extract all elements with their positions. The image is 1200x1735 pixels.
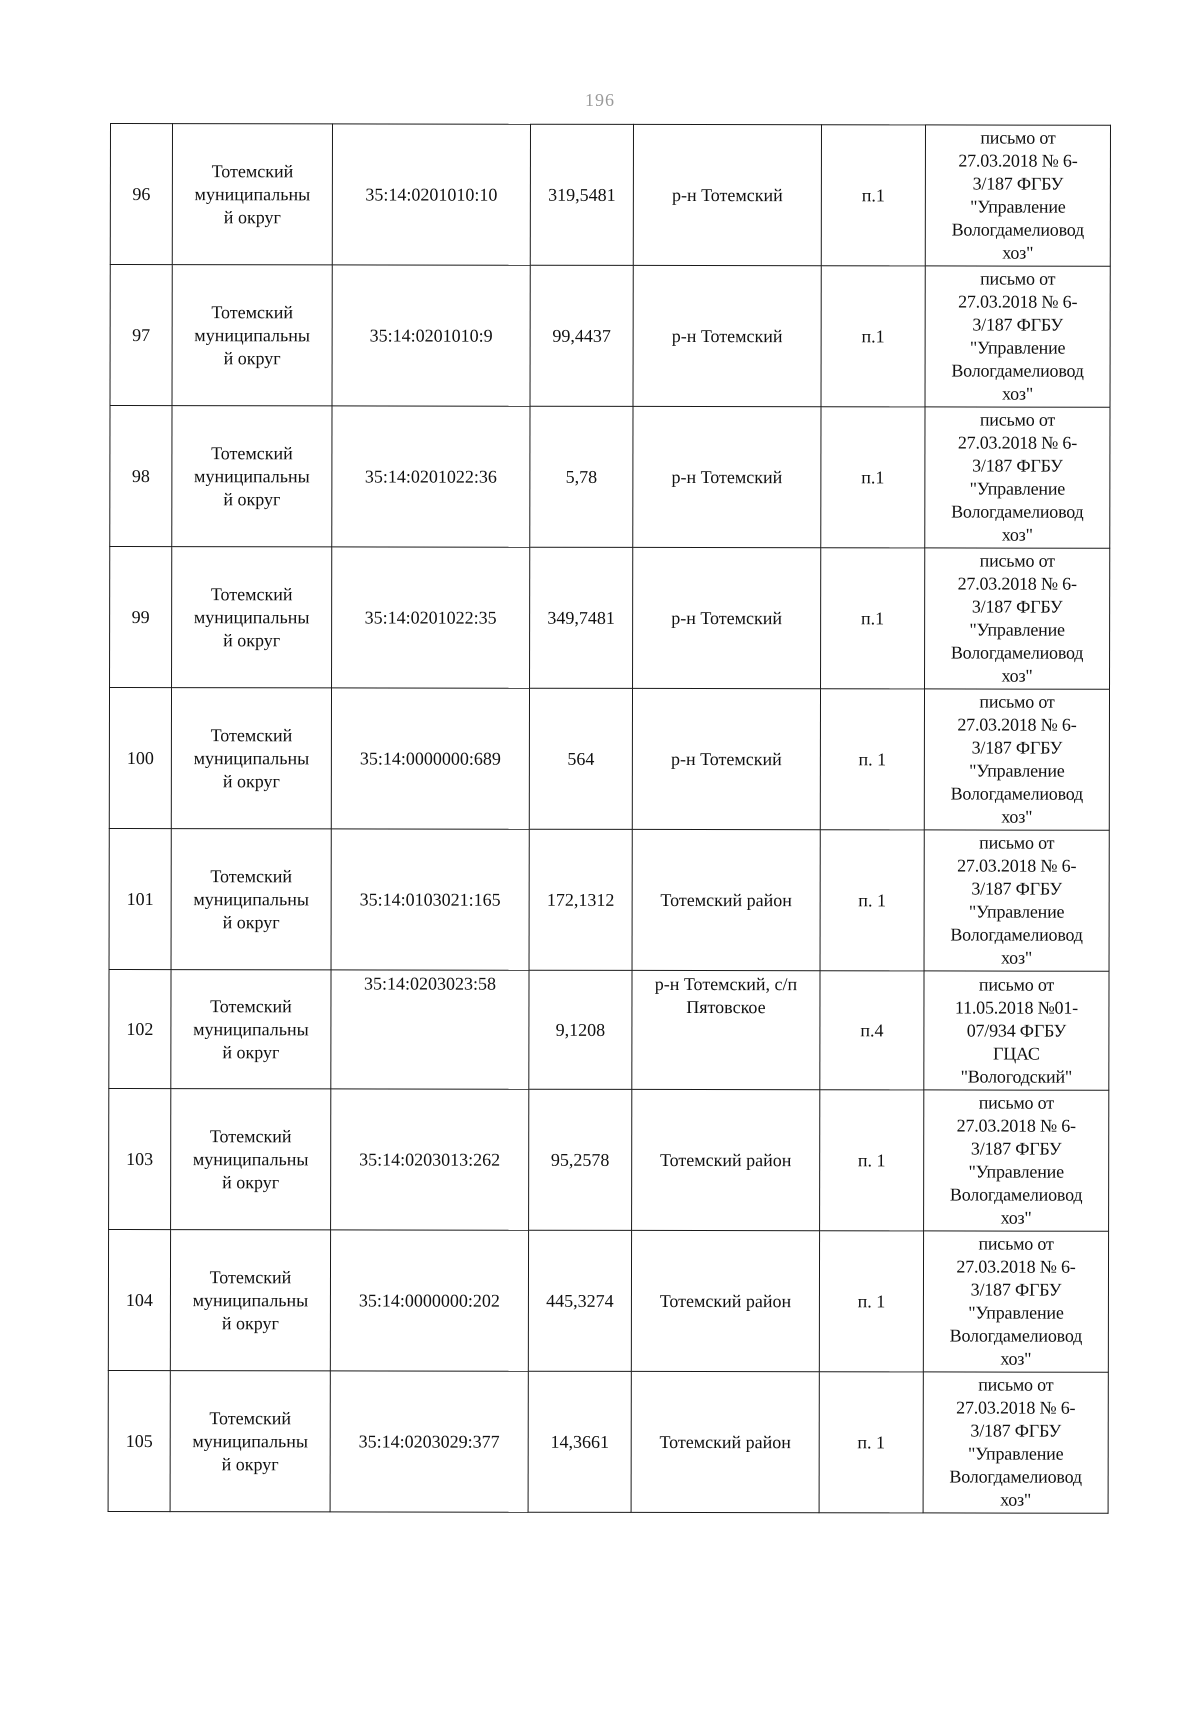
basis-cell	[924, 1090, 1109, 1231]
row-number-cell	[109, 688, 171, 829]
row-number: 105	[125, 1430, 153, 1451]
area-value: 564	[567, 748, 595, 769]
row-number-cell	[110, 265, 172, 406]
row-number: 101	[126, 888, 154, 909]
basis-text: письмо от 11.05.2018 №01- 07/934 ФГБУ ГЦАС "Вологодский"	[954, 974, 1078, 1087]
location-cell	[633, 406, 821, 547]
location-text: р-н Тотемский	[671, 325, 783, 346]
area-cell	[529, 1089, 632, 1230]
row-number-cell	[108, 1229, 170, 1370]
basis-text: письмо от 27.03.2018 № 6- 3/187 ФГБУ "Управление Вологдамелиовод хоз"	[951, 409, 1084, 545]
basis-cell	[925, 125, 1110, 266]
row-number-cell	[109, 1088, 171, 1229]
district-name: Тотемский муниципальны й округ	[194, 160, 311, 227]
cadastral-cell	[330, 1230, 528, 1371]
point-cell	[820, 830, 924, 971]
basis-text: письмо от 27.03.2018 № 6- 3/187 ФГБУ "Управление Вологдамелиовод хоз"	[951, 127, 1085, 263]
basis-cell	[925, 266, 1110, 407]
district-name: Тотемский муниципальны й округ	[193, 995, 309, 1062]
point-cell	[821, 548, 925, 689]
district-name: Тотемский муниципальны й округ	[192, 1125, 309, 1192]
district-cell	[172, 124, 332, 265]
row-number: 97	[132, 324, 151, 345]
row-number: 104	[125, 1289, 153, 1310]
basis-text: письмо от 27.03.2018 № 6- 3/187 ФГБУ "Управление Вологдамелиовод хоз"	[949, 1233, 1083, 1369]
point-cell	[820, 1090, 924, 1231]
area-cell	[528, 1371, 631, 1512]
location-text: р-н Тотемский	[671, 184, 783, 205]
row-number: 102	[126, 1018, 154, 1039]
location-text: р-н Тотемский	[671, 607, 783, 628]
district-name: Тотемский муниципальны й округ	[193, 583, 310, 650]
location-cell	[633, 265, 821, 406]
area-value: 349,7481	[547, 607, 615, 628]
location-cell	[631, 1230, 819, 1371]
cadastral-cell	[330, 1371, 528, 1512]
location-cell	[632, 1089, 820, 1230]
cadastral-number: 35:14:0203029:377	[358, 1430, 500, 1452]
basis-cell	[924, 689, 1109, 830]
location-cell	[633, 124, 821, 265]
area-value: 95,2578	[550, 1149, 610, 1170]
point-text: п.1	[861, 607, 885, 628]
row-number-cell	[108, 1370, 170, 1511]
cadastral-cell	[332, 124, 530, 265]
location-cell	[633, 547, 821, 688]
basis-text: письмо от 27.03.2018 № 6- 3/187 ФГБУ "Управление Вологдамелиовод хоз"	[949, 1092, 1083, 1228]
table-row	[109, 828, 1109, 971]
table-body	[108, 124, 1110, 1514]
row-number-cell	[110, 547, 172, 688]
basis-text: письмо от 27.03.2018 № 6- 3/187 ФГБУ "Управление Вологдамелиовод хоз"	[951, 268, 1084, 404]
point-cell	[819, 1231, 923, 1372]
basis-text: письмо от 27.03.2018 № 6- 3/187 ФГБУ "Управление Вологдамелиовод хоз"	[950, 550, 1084, 686]
row-number-cell	[109, 969, 171, 1088]
location-text: р-н Тотемский, с/п Пятовское	[654, 973, 798, 1018]
cadastral-number: 35:14:0203013:262	[359, 1148, 501, 1170]
row-number-cell	[110, 124, 172, 265]
location-text: Тотемский район	[659, 1149, 792, 1170]
point-text: п.4	[860, 1019, 884, 1040]
point-text: п.1	[861, 466, 885, 487]
location-text: р-н Тотемский	[670, 748, 782, 769]
area-cell	[529, 688, 632, 829]
point-cell	[819, 1372, 923, 1513]
basis-text: письмо от 27.03.2018 № 6- 3/187 ФГБУ "Управление Вологдамелиовод хоз"	[950, 832, 1083, 968]
district-name: Тотемский муниципальны й округ	[193, 865, 309, 932]
location-cell	[632, 688, 820, 829]
basis-cell	[924, 971, 1109, 1090]
district-cell	[172, 406, 332, 547]
table-row	[108, 1370, 1108, 1513]
district-cell	[170, 1371, 330, 1512]
basis-cell	[924, 830, 1109, 971]
area-cell	[530, 124, 633, 265]
point-text: п. 1	[857, 1149, 886, 1170]
district-name: Тотемский муниципальны й округ	[192, 1266, 309, 1333]
district-cell	[171, 829, 331, 970]
point-text: п.1	[861, 184, 885, 205]
area-cell	[529, 970, 632, 1089]
location-text: р-н Тотемский	[671, 466, 783, 487]
row-number: 100	[126, 747, 154, 768]
cadastral-cell	[331, 1089, 529, 1230]
district-cell	[171, 688, 331, 829]
table-row	[110, 547, 1110, 690]
district-name: Тотемский муниципальны й округ	[194, 442, 310, 509]
area-value: 99,4437	[552, 325, 611, 346]
table-row	[110, 124, 1110, 267]
table-row	[110, 406, 1110, 549]
point-cell	[820, 689, 924, 830]
point-cell	[821, 266, 925, 407]
cadastral-number: 35:14:0201022:36	[364, 465, 497, 487]
area-cell	[528, 1230, 631, 1371]
basis-cell	[925, 407, 1110, 548]
point-cell	[821, 125, 925, 266]
area-cell	[529, 829, 632, 970]
district-name: Тотемский муниципальны й округ	[192, 1407, 309, 1474]
district-cell	[172, 265, 332, 406]
district-cell	[172, 547, 332, 688]
basis-cell	[923, 1372, 1108, 1513]
cadastral-number: 35:14:0203023:58	[363, 973, 497, 994]
point-text: п. 1	[858, 748, 887, 769]
table-row	[108, 1229, 1108, 1372]
basis-text: письмо от 27.03.2018 № 6- 3/187 ФГБУ "Управление Вологдамелиовод хоз"	[949, 1374, 1082, 1510]
area-value: 319,5481	[548, 184, 616, 205]
cadastral-cell	[331, 688, 529, 829]
area-value: 172,1312	[546, 889, 615, 910]
cadastral-number: 35:14:0000000:689	[359, 747, 501, 769]
area-value: 445,3274	[546, 1290, 614, 1311]
page-number: 196	[585, 90, 615, 110]
row-number: 98	[131, 465, 150, 486]
row-number-cell	[109, 828, 171, 969]
table-row	[109, 1088, 1109, 1231]
district-name: Тотемский муниципальны й округ	[193, 724, 310, 791]
point-cell	[820, 971, 924, 1090]
row-number: 99	[131, 606, 150, 627]
point-cell	[821, 407, 925, 548]
point-text: п. 1	[857, 1290, 886, 1311]
row-number-cell	[110, 406, 172, 547]
location-cell	[631, 1371, 819, 1512]
district-cell	[171, 1089, 331, 1230]
point-text: п.1	[861, 325, 885, 346]
point-text: п. 1	[857, 1431, 886, 1452]
district-name: Тотемский муниципальны й округ	[194, 301, 310, 368]
basis-text: письмо от 27.03.2018 № 6- 3/187 ФГБУ "Управление Вологдамелиовод хоз"	[950, 691, 1084, 827]
location-cell	[632, 829, 820, 970]
location-cell	[632, 970, 820, 1089]
cadastral-cell	[332, 265, 530, 406]
location-text: Тотемский район	[660, 889, 792, 910]
cadastral-cell	[331, 970, 529, 1089]
row-number: 96	[132, 183, 151, 204]
area-value: 5,78	[565, 466, 598, 487]
basis-cell	[923, 1231, 1108, 1372]
district-cell	[171, 970, 331, 1089]
area-cell	[530, 265, 633, 406]
cadastral-number: 35:14:0000000:202	[358, 1289, 500, 1311]
location-text: Тотемский район	[659, 1431, 791, 1452]
cadastral-number: 35:14:0201010:9	[369, 324, 493, 346]
area-value: 9,1208	[555, 1019, 606, 1040]
point-text: п. 1	[858, 889, 886, 910]
cadastral-number: 35:14:0103021:165	[359, 888, 501, 910]
cadastral-cell	[332, 547, 530, 688]
table-row	[109, 688, 1109, 831]
land-plots-table	[108, 123, 1111, 1514]
district-cell	[170, 1230, 330, 1371]
location-text: Тотемский район	[659, 1290, 792, 1311]
table-row	[110, 265, 1110, 408]
cadastral-cell	[332, 406, 530, 547]
cadastral-number: 35:14:0201010:10	[365, 183, 498, 205]
basis-cell	[925, 548, 1110, 689]
area-cell	[530, 406, 633, 547]
cadastral-number: 35:14:0201022:35	[364, 606, 497, 628]
area-cell	[530, 547, 633, 688]
table-row	[109, 969, 1109, 1090]
area-value: 14,3661	[550, 1431, 609, 1452]
cadastral-cell	[331, 829, 529, 970]
row-number: 103	[126, 1148, 154, 1169]
